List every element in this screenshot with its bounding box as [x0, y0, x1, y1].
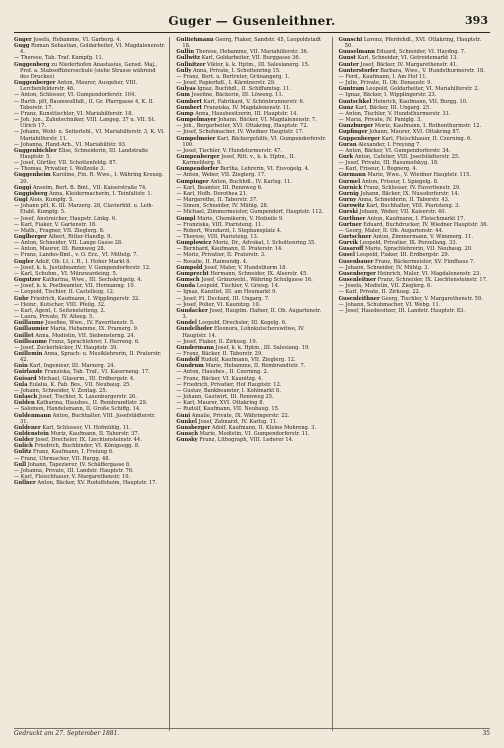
entry-details: Josef, Maler, V. Hundsthurm 18.	[204, 264, 288, 271]
entry-details: Marie, Wwe., V. Wiedner Hauptstr. 115.	[367, 172, 471, 179]
entry-surname: Gumbert	[176, 98, 202, 105]
entry-details: Anna, Private, I. Schottenring 15.	[193, 67, 281, 74]
entry-details: Viktor, k. k. Hptm., III. Salesianerg. 15.	[206, 61, 310, 68]
entry-details: Roman Sebastian, Goldarbeiter, VI. Magdalenenstr. 4.	[20, 43, 166, 56]
entry-surname: Gumpelmeier	[176, 135, 216, 142]
entry-surname: Gulden	[14, 400, 35, 407]
entry-surname: Gurowitz	[338, 203, 365, 210]
entry-details: — Karl, Friseur, I. Bognerg. 4.	[338, 166, 418, 173]
entry-details: — Johann, Wohl- u. Seiterlebl., VI. Mariahilferstr. 3, K. VI. Mariahilferstr. 11.	[14, 129, 165, 142]
column-3	[339, 37, 490, 731]
entry-details: Josef, Gränzwebl., Währing Schulgasse 16.	[201, 277, 313, 284]
entry-surname: Gumbert	[176, 104, 202, 111]
directory-entry	[14, 148, 165, 160]
directory-entry	[14, 117, 165, 129]
directory-entry	[339, 308, 490, 314]
entry-surname: Guglberger	[14, 234, 47, 240]
entry-surname: Gurthner	[338, 215, 366, 222]
entry-details: Anton, Buchhalter, VIII. Josefstädterstr. 31.	[20, 412, 156, 425]
entry-surname: Gunterstorfer	[338, 67, 379, 74]
entry-details: Anna, Sprach- u. Musiklehrerin, II. Praterstr. 42.	[20, 350, 162, 364]
entry-surname: Gunsch	[176, 431, 198, 437]
entry-details: Moriz, Kaufmann, II. Taborstr. 37.	[50, 431, 140, 437]
entry-surname: Guirlande	[14, 369, 43, 376]
entry-surname: Guilleaume	[14, 338, 48, 345]
entry-details: Johann, Maurer, XVI. Ottakring 87.	[369, 129, 461, 136]
entry-details: — Georg, Maler, II. Ob. Augartenstr. 44.	[338, 227, 444, 234]
entry-details: — Karl, Maurer, XVI. Ottakring 8.	[176, 400, 265, 407]
entry-details: Anton, Bäcker, XV. Rudolfsheim, Hauptstr. 17.	[37, 480, 158, 487]
entry-surname: Guisard	[14, 375, 37, 382]
entry-surname: Gundermann	[176, 344, 215, 351]
entry-surname: Gusenbauer	[338, 258, 374, 265]
entry-details: — Johann, Gastwirt, III. Rennweg 25.	[176, 394, 274, 401]
entry-surname: Gugg	[14, 43, 30, 50]
entry-details: — Anton, Bäcker, VI. Gumpendorferstr. 34.	[338, 147, 451, 154]
entry-details: — Karl, Hofb. Dorothea 21.	[176, 190, 248, 197]
entry-details: Leopold, Privatier, IX. Porzellang. 33.	[359, 240, 458, 247]
entry-details: — Karl, Schuhm., VI. Münzwardeing. 5.	[14, 270, 118, 277]
entry-details: — Heinr., Kutscher, VIII. Pfeilg. 32.	[14, 301, 106, 308]
entry-surname: Gunz	[338, 104, 354, 111]
entry-details: — Johann, Schneider, V. Zentag. 25.	[14, 387, 108, 394]
entry-surname: Gulder	[14, 437, 34, 444]
entry-details: Anna, Modistin, VII. Siebensterng. 24.	[35, 332, 136, 339]
entry-details: — Josef, k. k. Justizbeamter, V. Gumpendorferstr. 12.	[14, 264, 151, 271]
page-header	[14, 14, 490, 33]
entry-details: — Michael, Zimmermeister, Gumpendorf, Hauptstr. 112.	[176, 209, 324, 216]
entry-surname: Gunst	[338, 55, 356, 62]
entry-details: — Josef, Gürtler, VII. Schottenfeldg. 87.	[14, 160, 118, 167]
entry-details: Eduard, Schneider, VI. Haydng. 7.	[376, 49, 466, 56]
entry-details: — Julie, Private, II. Ob. Donaustr. 9.	[338, 80, 433, 87]
entry-details: Anton, Zimmermann, V. Wimmerg. 11.	[373, 234, 473, 240]
entry-surname: Gumpenberger	[176, 153, 220, 160]
entry-surname: Gundrum	[176, 363, 204, 370]
entry-details: Karl, Schneider, VI. Getreidemarkt 13.	[357, 55, 459, 62]
entry-details: — Barth. pH, Baumwollhdl., II. Gr. Pfarrgasse 4, K. II. Taborstr. 17.	[14, 98, 155, 111]
entry-details: — Friedrich, Privatier, Hof Hauptstr. 12.	[176, 381, 282, 388]
entry-details: Lorenz, Pferdehdl., XVI. Ottakring, Hauptstr. 50.	[344, 37, 482, 50]
entry-details: — Franz, Landes-Bmt., v. O. Erz., VI. Mittelg. 7.	[14, 252, 139, 259]
entry-details: — Robert, Wundarzt, I. Stephansplatz 4.	[176, 227, 282, 234]
entry-details: Heinrich, Maler, VI. Magdalenenstr. 23.	[377, 270, 482, 277]
entry-surname: Gumprecht	[176, 270, 209, 277]
entry-details: Anton, Friseur, I. Spiegelg. 8.	[361, 178, 439, 185]
entry-details: Franz, Bäckermeister, XV. Fünfhaus 7.	[374, 258, 475, 265]
entry-surname: Guger	[14, 37, 32, 43]
directory-entry	[14, 99, 165, 111]
entry-details: Josef, Zahnarzt, IV. Karlsg. 11.	[198, 418, 278, 425]
entry-surname: Gulitz	[14, 449, 32, 456]
entry-details: — Joh., Bergarbeiter, XVI. Ottakring, Hauptstr. 72.	[176, 123, 309, 130]
entry-details: Johann, Bäcker, VI. Magdalenenstr. 7.	[218, 117, 317, 124]
entry-details: Karl, Buchhalter, VIII. Piaristeng. 3.	[366, 203, 460, 210]
entry-surname: Gurny	[338, 197, 357, 204]
entry-surname: Gundel	[176, 320, 198, 327]
directory-entry	[176, 308, 327, 320]
entry-details: Eduard, Buchdrucker, IV. Wiedner Hauptstr. 36.	[363, 221, 489, 228]
entry-details: Franz, Kaufmann, I. Freiung 6.	[32, 449, 114, 456]
entry-details: — Franz, Bert. u. Bertreter, Grünangerg. 1.	[176, 73, 290, 80]
entry-details: zu Niederhofen Anastasius, Gensd. Maj., Prof. a. Stabsoffiziersschule (siehe Strasse während des Druckes)	[20, 61, 158, 80]
entry-details: Leopold, Fiaker, III. Erdbergstr. 29.	[356, 252, 450, 259]
entry-details: — Anton, Tischler, V. Hundsthurmerstr. 31.	[338, 110, 451, 117]
entry-details: — Karl, Fleischhauer, V. Margarethenstr. 10.	[14, 474, 131, 481]
entry-details: — Ignaz, Bäcker, I. Wipplingerstr. 23.	[338, 92, 437, 99]
entry-details: — Moriz, Privatier, II. Praterstr. 3.	[176, 252, 266, 259]
entry-details: — Margarethe, II. Taborstr. 37.	[176, 197, 258, 204]
entry-surname: Guran	[338, 141, 357, 148]
column-2	[176, 37, 332, 731]
directory-entry	[176, 326, 327, 338]
entry-details: Eulalia, K. Fab. Bes., VII. Neubaug. 25.	[29, 381, 132, 388]
directory-entry	[14, 80, 165, 92]
entry-details: Josefine, Wwe., IV. Favoritenstr. 5.	[45, 320, 135, 327]
entry-details: Josefa, Hebamme, VI. Garberg. 4.	[33, 37, 122, 43]
entry-surname: Guggi	[14, 184, 32, 191]
entry-details: — Gustav, Bankbeamter, I. Kohlmarkt 8.	[176, 387, 281, 394]
entry-details: Rudolf, Kaufmann, VII. Zieglerg. 12.	[201, 357, 296, 364]
entry-details: Karl, Bäckergehilfe, VI. Gumpendorferstr. 100.	[182, 135, 327, 148]
directory-entry	[14, 62, 165, 80]
entry-surname: Guggisberg	[14, 190, 48, 197]
entry-details: Karoline, Fin. R. Wwe., I. Währing Kreuzg. 20.	[20, 172, 164, 185]
entry-details: — Maria, Private, IV. Paniglg. 3.	[338, 117, 422, 124]
directory-entry	[176, 154, 327, 166]
entry-details: — Ignaz, Kanzlist, III. am Heumarkt 9.	[176, 289, 277, 296]
entry-details: Michael, Glaserm., III. Erdbergstr. 4.	[38, 375, 135, 382]
entry-surname: Gupfinger	[338, 129, 368, 136]
entry-details: Maria, Hebamme, IX. Pramerg. 9.	[50, 326, 139, 333]
entry-details: Anna, Hausbesitzerin, III. Hauptstr. 14.	[195, 110, 299, 117]
entry-details: — Bernhard, Kaufmann, II. Praterstr. 14.	[176, 246, 283, 253]
entry-surname: Guggenberg	[14, 61, 50, 68]
entry-details: Ignaz, Buchhdl., II. Schiffamtsg. 11.	[197, 86, 292, 93]
entry-surname: Gula	[14, 381, 28, 388]
print-date: Gedruckt am 27. September 1881.	[14, 730, 120, 737]
entry-details: — Johann, Schneider, IV. Mühlg. 3.	[338, 264, 430, 271]
entry-details: — Anton, Weber, VII. Zieglerg. 17.	[176, 172, 266, 179]
entry-details: Johann, Bäcker, IX. Nussdorferstr. 14.	[360, 190, 460, 197]
entry-surname: Gusaroff	[338, 246, 364, 253]
directory-entry	[14, 480, 165, 486]
entry-details: — Josef, k. k. Postbeamter, VII. Hermanng. 10.	[14, 283, 136, 290]
entry-surname: Gunter	[338, 61, 359, 68]
entry-surname: Guillaume	[14, 320, 44, 327]
entry-surname: Gusel	[338, 252, 355, 259]
entry-details: Marie, Hebamme, II. Rembrandtstr. 7.	[205, 363, 306, 370]
entry-surname: Gunda	[176, 283, 196, 290]
entry-details: Friedrich, Buchbinder, VI. Königsegg. 8.	[34, 443, 140, 450]
entry-surname: Gurk	[338, 153, 354, 160]
directory-entry	[14, 43, 165, 55]
entry-surname: Guin	[14, 363, 28, 370]
directory-entry	[14, 203, 165, 215]
entry-details: — Karl, Fiaker, V. Gartenstr. 18.	[14, 221, 97, 228]
entry-details: — Josef, Zuckerbäcker, IV. Hauptstr. 39.	[14, 344, 118, 351]
entry-details: Therese, Hebamme, VII. Mariahilferstr. 36.	[195, 49, 309, 56]
entry-details: — Math., Fragner, VII. Zieglerg. 8.	[14, 227, 105, 234]
entry-surname: Gundolf	[176, 357, 200, 364]
entry-surname: Guppenberger	[338, 135, 381, 142]
directory-columns	[14, 37, 490, 731]
directory-entry	[14, 413, 165, 425]
entry-details: Karl, Goldarbeiter, VII. Burggasse 36.	[201, 55, 301, 62]
entry-details: Karl, Fleischhauer, II. Czerning. 6.	[381, 135, 472, 142]
entry-details: Anselm, Bert. B. Bmt., VII. Kaiserstraße 74.	[32, 184, 147, 191]
entry-details: Eleonora, Lohnkutscherswitwe, IV. Hauptstr. 14.	[182, 326, 305, 339]
entry-details: Josefine, Bäckerin, III. Löweng. 11.	[191, 92, 284, 99]
entry-details: — Karl, Beamter, III. Rennweg 6.	[176, 184, 263, 191]
entry-surname: Guggenheim	[14, 172, 51, 179]
page-number: 393	[465, 14, 488, 27]
entry-surname: Gumpinger	[176, 178, 209, 185]
entry-details: Johann, Weber, VII. Kaiserstr. 40.	[359, 209, 447, 216]
entry-surname: Gulasch	[14, 394, 38, 401]
entry-details: — Joh. jun., Zahntechniker, VIII. Langeg. 37 u. VII. St. Ulrich 17.	[14, 117, 156, 130]
entry-details: Adolf, Kaufmann, II. Kleine Mohreng. 3.	[211, 424, 316, 431]
entry-details: Johann, Tapezierer, IV. Schäffergasse 8.	[27, 461, 131, 468]
entry-details: Franz, Schlosser, IV. Favoritenstr. 29.	[363, 184, 461, 191]
entry-surname: Guggenbichler	[14, 147, 57, 154]
entry-surname: Guni	[176, 412, 191, 419]
entry-surname: Gullin	[176, 49, 195, 56]
entry-details: — Therese, VIII. Piaristeng. 13.	[176, 234, 259, 240]
entry-surname: Gully	[176, 67, 192, 74]
entry-details: — Josef, Schuhmacher, IV. Wiedner Hauptstr. 17.	[176, 129, 304, 136]
entry-details: Leopold, Goldarbeiter, VI. Mariahilferstr. 2.	[366, 86, 480, 93]
entry-surname: Gumpelmayer	[176, 117, 217, 124]
entry-details: — Johanna, Hand-Arb., VI. Mariahilfstr. 93.	[14, 141, 127, 148]
column-1	[14, 37, 170, 731]
entry-details: Franz, Lithograph, VIII. Lederer 14.	[199, 437, 294, 444]
entry-details: — Leopold, Tischler, II. Castellezg. 12.	[14, 289, 115, 296]
entry-details: Karl, Ingenieur, III. Marxerg. 24.	[29, 363, 116, 370]
entry-details: — Josefa, Modistin, VII. Zieglerg. 6.	[338, 283, 432, 290]
running-title: Guger — Gusenleithner.	[168, 14, 336, 28]
entry-details: Josef, Tischler, X. Laxenburgerstr. 26.	[38, 394, 137, 401]
entry-surname: Gullner	[14, 480, 36, 487]
entry-details: Josef, Ritt. v., k. k. Hptm., II. Karmeliterg. 9.	[182, 153, 296, 167]
entry-surname: Gurtschner	[338, 234, 372, 240]
entry-details: Leopold, Drechsler, III. Kegelg. 6.	[198, 320, 287, 327]
entry-surname: Guillaumier	[14, 326, 49, 333]
signature-mark: 35	[482, 730, 490, 737]
entry-details: Anna, Schneiderin, II. Taborstr. 43.	[357, 197, 450, 204]
entry-details: — Therese, Tab. Traf. Kumpfg. 11.	[14, 55, 104, 62]
entry-surname: Gugutzer	[14, 277, 41, 284]
entry-surname: Gusenleitner	[338, 277, 376, 284]
entry-details: Josef, k. k. Hptm., III. Salesiang. 19.	[215, 344, 310, 351]
entry-surname: Gugl	[14, 197, 28, 204]
entry-details: Marie, Sprachlehrerin, VII. Neubaug. 20.	[365, 246, 473, 253]
entry-details: Josef, Bäcker, IV. Margarethenstr. 41.	[360, 61, 458, 68]
entry-surname: Gumpold	[176, 264, 203, 271]
entry-details: Alexander, I. Freyung 7.	[358, 141, 422, 148]
entry-details: — Anton, Maurer, III. Rennweg 28.	[14, 246, 106, 253]
directory-entry	[14, 172, 165, 184]
directory-entry	[176, 437, 327, 443]
entry-details: Karl, Fabrikant, V. Schönbrunnerstr. 6.	[203, 98, 305, 105]
entry-surname: Gumsch	[176, 277, 200, 284]
entry-details: Elise, Schneiderin, III. Landstraße Hauptstr. 5.	[20, 147, 149, 160]
entry-surname: Guntram	[338, 86, 365, 93]
entry-details: — Johann, Schuhmacher, VI. Webg. 11.	[338, 301, 441, 308]
entry-details: — Karl, Agent, I. Seitenstetteng. 2.	[14, 307, 106, 314]
entry-details: — Rosalie, II. Raimundg. 4.	[176, 258, 248, 265]
entry-surname: Guhr	[14, 295, 29, 302]
entry-surname: Gullwitz	[176, 55, 201, 62]
entry-details: — Anton, Schneider, VII. Lange Gasse 28.	[14, 240, 123, 247]
directory-entry	[176, 37, 327, 49]
entry-details: — Franz, Uhrmacher, VII. Burgg. 48.	[14, 455, 111, 462]
entry-details: Katharina, Hausbes., II. Rembrandtstr. 29.	[36, 400, 148, 407]
entry-details: — Johanna, Private, III. Landstr. Hauptstr. 76.	[14, 467, 134, 474]
entry-details: Adolf, Ob. Lt. i. R., I. Hoher Markt 8.	[35, 258, 132, 265]
entry-details: Hermann, Schneider, IX. Alserstr. 45.	[210, 270, 308, 277]
entry-surname: Gurmann	[338, 172, 366, 179]
entry-surname: Gulich	[14, 443, 33, 450]
entry-surname: Gunsberger	[176, 424, 211, 431]
entry-surname: Guillet	[14, 332, 34, 339]
entry-details: Barbara, Wwe., V. Hundsthurmerstr. 18.	[380, 67, 485, 74]
entry-details: Marie, Chemikerin, V. Hofzeile 9.	[197, 215, 284, 222]
entry-details: — Franz, Kunsttischler, VI. Mariahilferstr. 18.	[14, 110, 134, 117]
entry-details: Heinrich, Kaufmann, VII. Burgg. 10.	[373, 98, 468, 105]
entry-details: Anna, Kleidermacherin, I. Teinfaltstr. 1.	[48, 190, 153, 197]
entry-surname: Gulliehmann	[176, 37, 214, 43]
entry-details: — Josef, Hausbesitzer, III. Landstr. Hauptstr. 83.	[338, 307, 465, 314]
entry-surname: Gump	[176, 110, 194, 117]
entry-details: — Salomon, Handelsmann, II. Große Schiffg. 14.	[14, 406, 141, 413]
entry-details: — Josef, Fiaker, II. Zirkusg. 19.	[176, 338, 258, 345]
entry-surname: Gunsky	[176, 437, 198, 444]
entry-surname: Gurnig	[338, 190, 359, 197]
entry-surname: Gusenleithner	[338, 295, 380, 302]
entry-details: Friedrich, Kaufmann, I. Wipplingerstr. 32.	[30, 295, 140, 302]
entry-details: Anton, Buchhdl., IV. Karlsg. 11.	[210, 178, 293, 185]
entry-surname: Gurmel	[338, 178, 361, 185]
entry-surname: Gumplowicz	[176, 240, 212, 247]
entry-details: — Anton, Schlosser, VI. Gumpendorferstr. 104.	[14, 92, 136, 99]
entry-details: Anton, Cafetier, VIII. Josefstädterstr. 25.	[354, 153, 460, 160]
entry-details: — Simon, Schneider, IV. Mühlg. 28.	[176, 203, 269, 210]
entry-details: — Franz, Bäcker, VI. Kaunitzg. 4.	[176, 375, 263, 382]
entry-surname: Gundacker	[176, 307, 208, 314]
entry-details: — Franziska, VIII. Piaristeng. 11.	[176, 221, 264, 228]
directory-entry	[176, 136, 327, 148]
entry-surname: Guntschkel	[338, 98, 372, 105]
directory-entry	[14, 351, 165, 363]
entry-surname: Gumpl	[176, 215, 196, 222]
entry-details: Marie, Modistin, VI. Gumpendorferstr. 11.	[199, 431, 310, 437]
entry-details: Franziska, Tab. Traf., VI. Kaserneng. 17.	[44, 369, 150, 376]
entry-details: Anton, Kaufmann, I. Fleischmarkt 17.	[366, 215, 466, 222]
entry-details: — Johann pH, K. III. Marzerg. 28, Clavierbld. u. Leih-Etabl. Kumpfg. 5.	[14, 203, 154, 216]
entry-details: Anton, Maurer, Ausgeher, VIII. Lerchenfelderstr. 46.	[20, 80, 138, 93]
entry-details: — Josef, Papierhdl., I. Kärntnerstr. 29.	[176, 80, 276, 87]
entry-surname: Gulyas	[176, 86, 196, 93]
entry-details: — Josef, Anstreicher, Haupstr. Linkg. 6.	[14, 215, 117, 222]
entry-details: Karl, Bäcker, III. Ungarg. 25.	[355, 104, 431, 111]
entry-details: Franziska, IV. Magdalenenstr. 11.	[203, 104, 291, 111]
directory-entry	[14, 129, 165, 141]
entry-details: Bertha, Lehrerin, VI. Eisvogelg. 4.	[220, 166, 310, 173]
entry-surname: Gumpendorfer	[176, 166, 219, 173]
entry-surname: Gull	[14, 461, 27, 468]
entry-details: — Franz, Bäcker, II. Taborstr. 29.	[176, 350, 263, 357]
directory-entry	[339, 37, 490, 49]
entry-surname: Gugler	[14, 258, 34, 265]
entry-surname: Guillemin	[14, 350, 43, 357]
entry-surname: Gusenberger	[338, 270, 376, 277]
entry-details: Katharina, Wwe., III. Sechskrügelg. 4.	[42, 277, 143, 284]
entry-details: Leopold, Tischler, V. Griesg. 14.	[196, 283, 280, 290]
entry-details: Moriz, Dr., Advokat, I. Schottenring 35.	[212, 240, 316, 247]
entry-details: — Josef, Private, III. Rasumofskyg. 18.	[338, 160, 439, 167]
entry-details: Franz, Schneider, IX. Liechtensteinstr. 17.	[377, 277, 488, 284]
entry-details: Georg, Tischler, V. Margarethenstr. 59.	[381, 295, 483, 302]
entry-surname: Gunzburger	[338, 123, 374, 130]
entry-surname: Guldenmann	[14, 412, 51, 419]
page-footer	[14, 728, 490, 740]
entry-surname: Gurtner	[338, 221, 362, 228]
entry-surname: Gunschl	[338, 37, 363, 43]
entry-details: Josef, Hauptm. Hafner, II. Ob. Augartenstr. 3.	[182, 307, 322, 321]
entry-details: — Laura, Private, IV. Alleeg. 5.	[14, 314, 94, 321]
entry-surname: Gunselmann	[338, 49, 375, 56]
entry-surname: Guldener	[14, 424, 41, 431]
entry-details: Karl, Schlosser, VI. Hofmühlg. 11.	[42, 424, 131, 431]
entry-surname: Gurnick	[338, 184, 362, 191]
entry-details: — Ferd., Kaufmann, I. Am Hof 11.	[338, 73, 428, 80]
entry-details: — Thomas, Privatier, I. Wollzeile 3.	[14, 166, 106, 173]
entry-details: — Josef, Fl. Dechant, III. Ungarg. 7.	[176, 295, 270, 302]
entry-details: — Karl, Private, II. Zirkusg. 22.	[338, 289, 421, 296]
entry-surname: Gullnitzer	[176, 61, 206, 68]
entry-surname: Gundelhofer	[176, 326, 213, 333]
entry-surname: Guldenstein	[14, 431, 49, 437]
entry-details: Josef, Drechsler, IX. Liechtensteinstr. 44.	[35, 437, 142, 444]
entry-surname: Guggenberger	[14, 80, 56, 87]
entry-surname: Gunkel	[176, 418, 197, 425]
entry-details: Moriz, Kaufmann, I. Rothenthurmstr. 12.	[374, 123, 482, 130]
entry-details: — Anton, Hausbes., II. Czerning. 2.	[176, 369, 269, 376]
entry-details: Albert, Ritter-Handlg. 9.	[48, 234, 113, 240]
entry-details: Amalie, Private, IX. Währingerstr. 22.	[191, 412, 290, 419]
entry-details: Franz, Sprachlehrer, I. Herreng. 6.	[48, 338, 140, 345]
entry-details: — Josef, Polier, VI. Kaunitzg. 10.	[176, 301, 261, 308]
entry-surname: Gurski	[338, 209, 358, 216]
entry-details: Georg, Fiaker, Sandstr. 45, Leopoldstadt 18.	[182, 37, 321, 50]
entry-surname: Gum	[176, 92, 190, 99]
entry-details: — Josef, Tischler, V. Hundsturmerstr. 47.	[176, 147, 283, 154]
entry-details: — Rudolf, Kaufmann, VII. Neubaug. 15.	[176, 406, 280, 413]
entry-details: Alois, Kumpfg. 5.	[29, 197, 74, 204]
entry-surname: Gurvik	[338, 240, 358, 247]
